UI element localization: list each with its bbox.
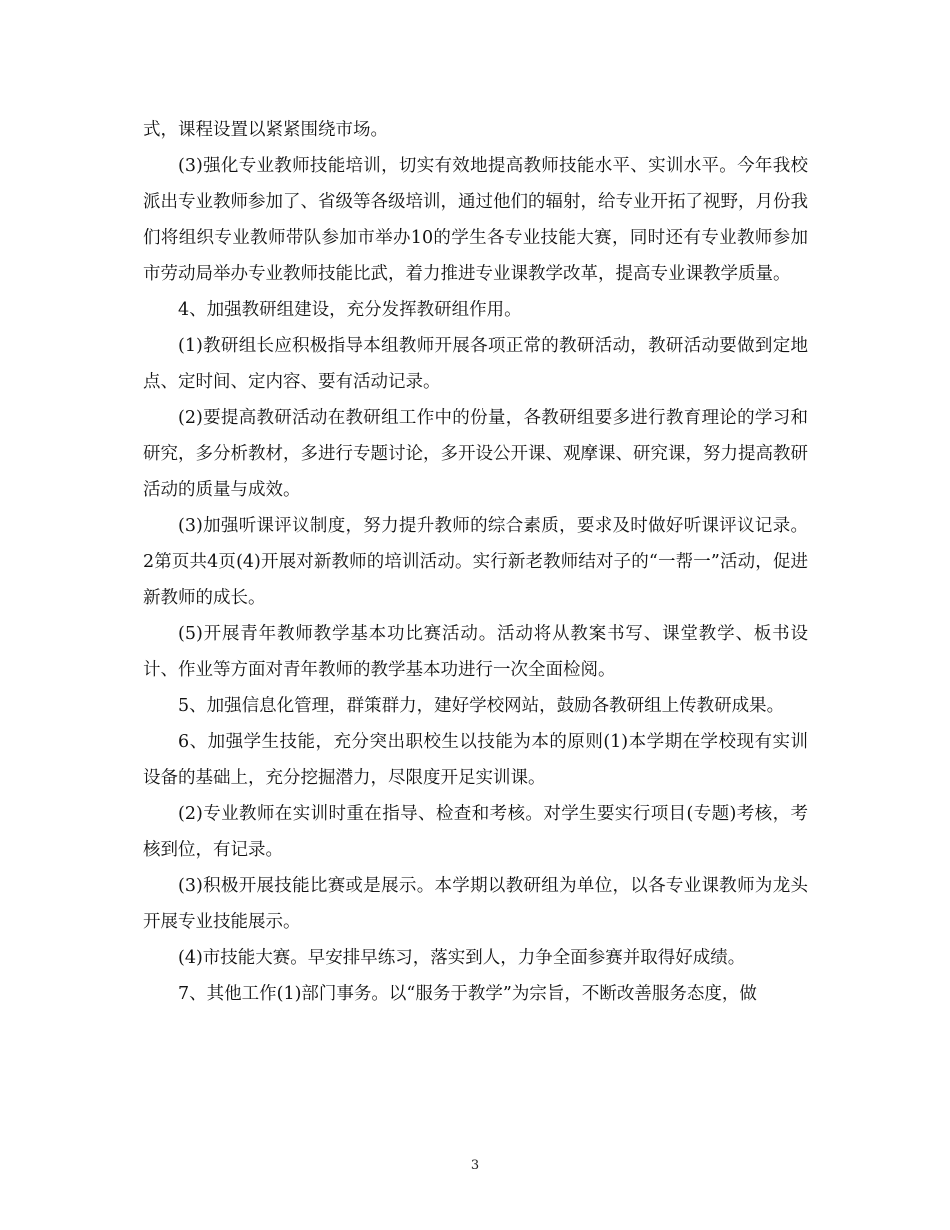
paragraph: (2)要提高教研活动在教研组工作中的份量，各教研组要多进行教育理论的学习和研究，多分析教材，多进行专题讨论，多开设公开课、观摩课、研究课，努力提高教研活动的质量与成效。: [143, 408, 808, 500]
paragraph: 式，课程设置以紧紧围绕市场。: [143, 120, 388, 140]
page-number: 3: [470, 1158, 480, 1173]
paragraph: 5、加强信息化管理，群策群力，建好学校网站，鼓励各教研组上传教研成果。: [178, 696, 785, 716]
paragraph: 7、其他工作(1)部门事务。以“服务于教学”为宗旨，不断改善服务态度，做: [178, 984, 757, 1004]
paragraph: 6、加强学生技能，充分突出职校生以技能为本的原则(1)本学期在学校现有实训设备的基础上，充分挖掘潜力，尽限度开足实训课。: [143, 732, 808, 788]
document-body: [143, 112, 808, 1012]
paragraph: 4、加强教研组建设，充分发挥教研组作用。: [178, 300, 522, 320]
paragraph: (3)积极开展技能比赛或是展示。本学期以教研组为单位，以各专业课教师为龙头开展专业技能展示。: [143, 876, 808, 932]
paragraph: (1)教研组长应积极指导本组教师开展各项正常的教研活动，教研活动要做到定地点、定时间、定内容、要有活动记录。: [143, 336, 808, 392]
paragraph: (3)强化专业教师技能培训，切实有效地提高教师技能水平、实训水平。今年我校派出专业教师参加了、省级等各级培训，通过他们的辐射，给专业开拓了视野，月份我们将组织专业教师带队参加市举办10的学生各专业技能大赛，同时还有专业教师参加市劳动局举办专业教师技能比武，着力推进专业课教学改革，提高专业课教学质量。: [143, 156, 808, 284]
paragraph: (2)专业教师在实训时重在指导、检查和考核。对学生要实行项目(专题)考核，考核到位，有记录。: [143, 804, 808, 860]
paragraph: (5)开展青年教师教学基本功比赛活动。活动将从教案书写、课堂教学、板书设计、作业等方面对青年教师的教学基本功进行一次全面检阅。: [143, 624, 808, 680]
paragraph: (4)市技能大赛。早安排早练习，落实到人，力争全面参赛并取得好成绩。: [178, 948, 746, 968]
paragraph: (3)加强听课评议制度，努力提升教师的综合素质，要求及时做好听课评议记录。2第页共4页(4)开展对新教师的培训活动。实行新老教师结对子的“一帮一”活动，促进新教师的成长。: [143, 516, 808, 608]
